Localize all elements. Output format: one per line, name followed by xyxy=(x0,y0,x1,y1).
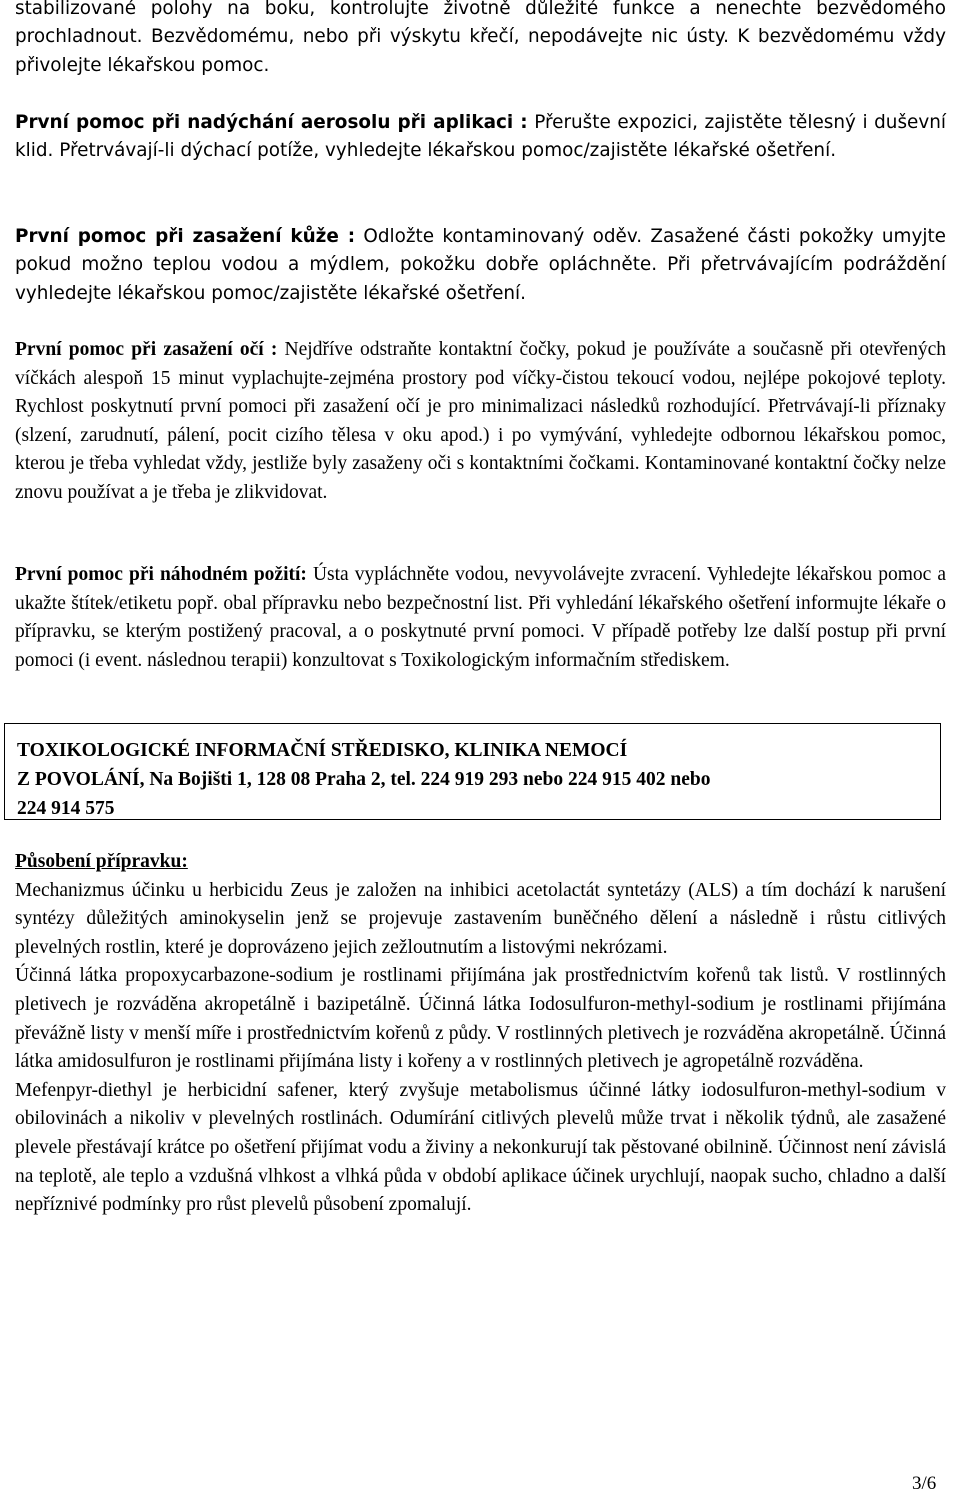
skin-heading: První pomoc při zasažení kůže : xyxy=(15,226,356,247)
eyes-heading: První pomoc při zasažení očí : xyxy=(15,339,278,360)
action-paragraph-3: Mefenpyr-diethyl je herbicidní safener, který zvyšuje metabolismus účinné látky iodosulfuron-methyl-sodium v obilovinách a nikoliv v plevelných rostlinách. Odumírání citlivých plevelů může trvat i několik týdnů, ale zasažené plevele přestávají krátce po ošetření přijímat vodu a živiny a nekonkurují tak pěstované obilnině. Účinnost není závislá na teplotě, ale teplo a vzdušná vlhkost a vlhká půda v období aplikace účinek urychlují, naopak sucho, chladno a další nepříznivé podmínky pro růst plevelů působení zpomalují. xyxy=(15,1079,946,1216)
ingestion-paragraph xyxy=(15,561,946,675)
inhalation-heading: První pomoc při nadýchání aerosolu při aplikaci : xyxy=(15,112,528,133)
skin-paragraph xyxy=(15,223,946,308)
toxicology-center-box xyxy=(4,723,941,820)
action-paragraph-1: Mechanizmus účinku u herbicidu Zeus je založen na inhibici acetolactát syntetázy (ALS) a tím dochází k narušení syntézy důležitých aminokyselin jenž se projevuje zastavením buněčného dělení a následně i růstu citlivých plevelných rostlin, které je doprovázeno jejich zežloutnutím a listovými nekrózami. xyxy=(15,879,946,958)
ingestion-text: Ústa vypláchněte vodou, nevyvolávejte zvracení. Vyhledejte lékařskou pomoc a ukažte štítek/etiketu popř. obal přípravku nebo bezpečnostní list. Při vyhledání lékařského ošetření informujte lékaře o přípravku, se kterým postižený pracoval, a o poskytnuté první pomoci. V případě potřeby lze další postup při první pomoci (i event. následnou terapii) konzultovat s Toxikologickým informačním střediskem. xyxy=(15,564,946,671)
action-paragraph-2: Účinná látka propoxycarbazone-sodium je rostlinami přijímána jak prostřednictvím kořenů tak listů. V rostlinných pletivech je rozváděna akropetálně i bazipetálně. Účinná látka Iodosulfuron-methyl-sodium je rostlinami přijímána převážně listy v menší míře i prostřednictvím kořenů z půdy. V rostlinných pletivech je rozváděna akropetálně. Účinná látka amidosulfuron je rostlinami přijímána listy i kořeny a v rostlinných pletivech je agropetálně rozváděna. xyxy=(15,965,946,1073)
eyes-text: Nejdříve odstraňte kontaktní čočky, pokud je používáte a současně při otevřených víčkách alespoň 15 minut vyplachujte-zejména prostory pod víčky-čistou tekoucí vodou, nejlépe pokojové teploty. Rychlost poskytnutí první pomoci při zasažení očí je pro minimalizaci následků rozhodující. Přetrvávají-li příznaky (slzení, zarudnutí, pálení, pocit cizího tělesa v oku apod.) i po vymývání, vyhledejte odbornou lékařskou pomoc, kterou je třeba vyhledat vždy, jestliže byly zasaženy oči s kontaktními čočkami. Kontaminované kontaktní čočky nelze znovu používat a je třeba je zlikvidovat. xyxy=(15,339,946,503)
inhalation-paragraph xyxy=(15,109,946,166)
action-section xyxy=(15,848,946,1220)
inhalation-text: Přerušte expozici, zajistěte tělesný i duševní klid. Přetrvávají-li dýchací potíže, vyhledejte lékařskou pomoc/zajistěte lékařské ošetření. xyxy=(15,112,946,162)
toxicology-center-line-3: 224 914 575 xyxy=(17,798,115,819)
eyes-paragraph xyxy=(15,336,946,508)
toxicology-center-line-2: Z POVOLÁNÍ, Na Bojišti 1, 128 08 Praha 2, tel. 224 919 293 nebo 224 915 402 nebo xyxy=(17,769,711,790)
action-heading: Působení přípravku: xyxy=(15,851,188,872)
ingestion-heading: První pomoc při náhodném požití: xyxy=(15,564,307,585)
page-number: 3/6 xyxy=(912,1473,937,1494)
skin-text: Odložte kontaminovaný oděv. Zasažené části pokožky umyjte pokud možno teplou vodou a mýdlem, pokožku dobře opláchněte. Při přetrvávajícím podráždění vyhledejte lékařskou pomoc/zajistěte lékařské ošetření. xyxy=(15,226,946,304)
intro-paragraph: stabilizované polohy na boku, kontrolujte životně důležité funkce a nenechte bezvědomého prochladnout. Bezvědomému, nebo při výskytu křečí, nepodávejte nic ústy. K bezvědomému vždy přivolejte lékařskou pomoc. xyxy=(15,0,946,76)
toxicology-center-line-1: TOXIKOLOGICKÉ INFORMAČNÍ STŘEDISKO, KLINIKA NEMOCÍ xyxy=(17,740,628,761)
